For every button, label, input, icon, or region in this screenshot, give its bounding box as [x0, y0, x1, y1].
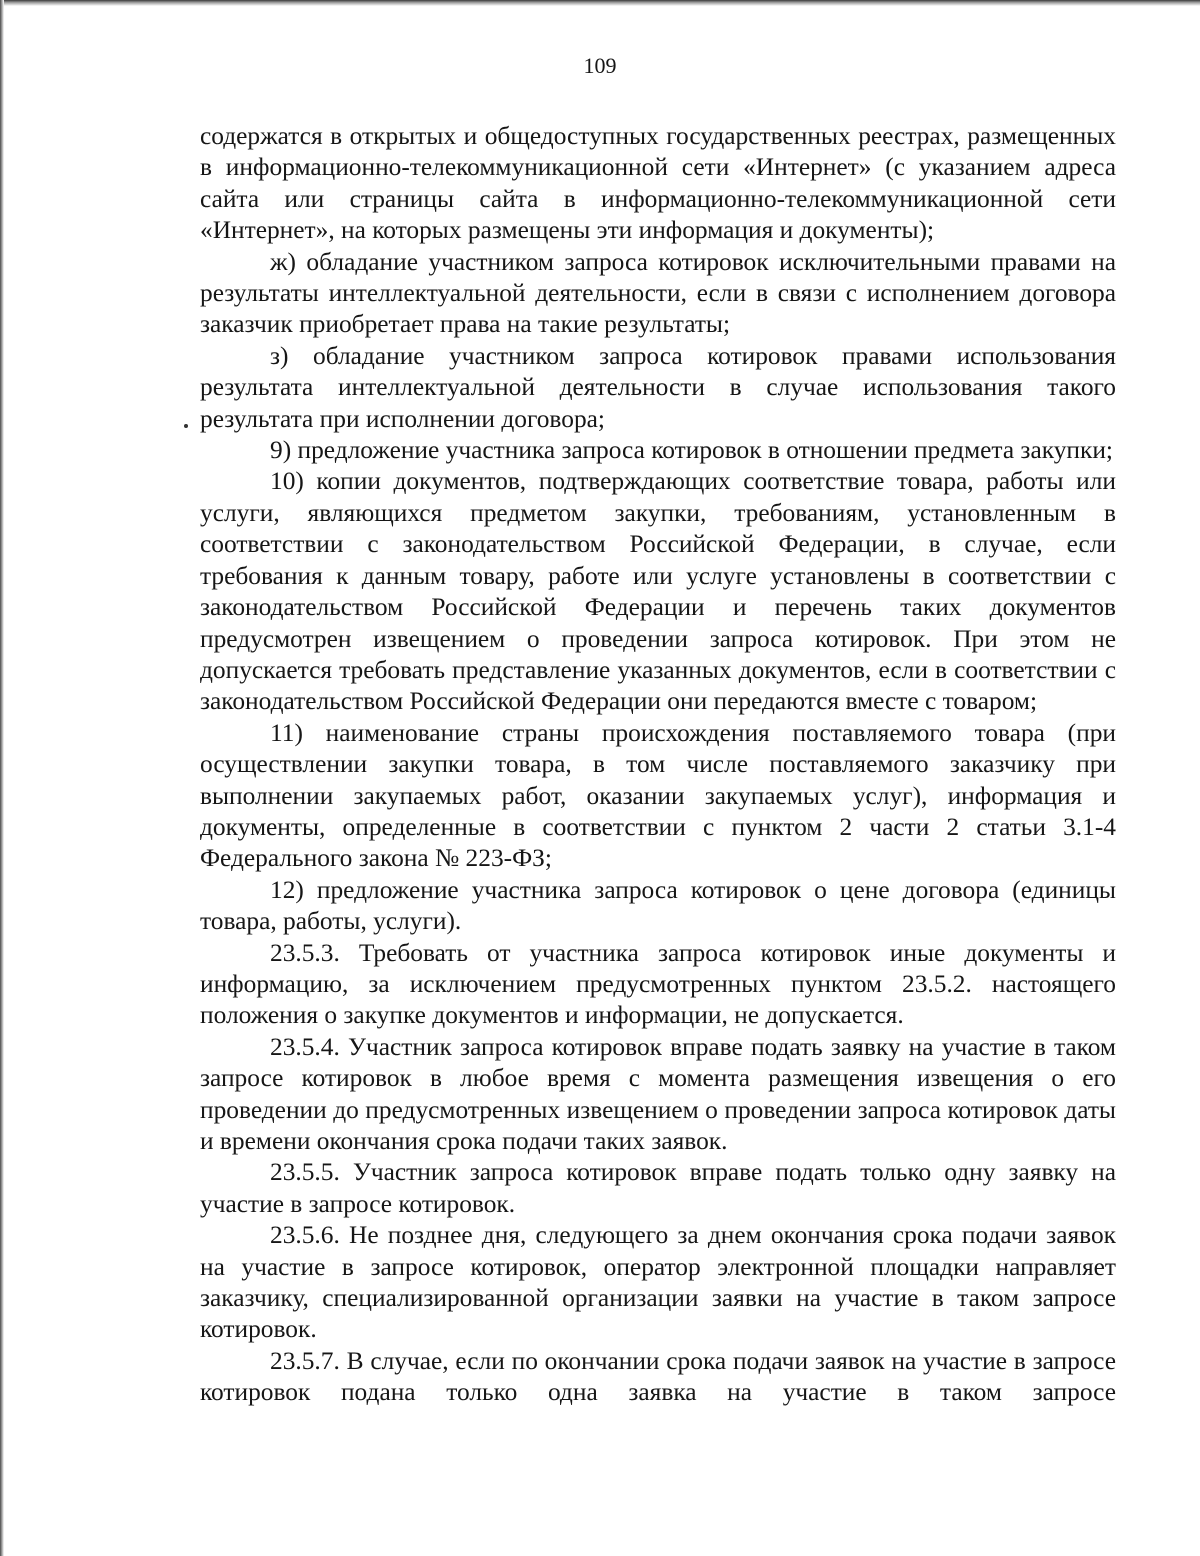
paragraph-continuation: содержатся в открытых и общедоступных государственных реестрах, размещенных в информационно-телекоммуникационной сети «Интернет» (с указанием адреса сайта или страницы сайта в информационно-телекоммуникационной сети «Интернет», на которых размещены эти информация и документы);: [200, 122, 1116, 245]
paragraph-23-5-4: 23.5.4. Участник запроса котировок вправе подать заявку на участие в таком запросе котировок в любое время с момента размещения извещения о его проведении до предусмотренных извещением о проведении запроса котировок даты и времени окончания срока подачи таких заявок.: [200, 1032, 1116, 1155]
paragraph-23-5-6: 23.5.6. Не позднее дня, следующего за днем окончания срока подачи заявок на участие в запросе котировок, оператор электронной площадки направляет заказчику, специализированной организации заявки на участие в таком запросе котировок.: [200, 1221, 1116, 1344]
paragraph-item-9: 9) предложение участника запроса котировок в отношении предмета закупки;: [270, 436, 1113, 465]
paragraph-23-5-3: 23.5.3. Требовать от участника запроса котировок иные документы и информацию, за исключением предусмотренных пунктом 23.5.2. настоящего положения о закупке документов и информации, не допускается.: [200, 938, 1116, 1030]
paragraph-item-12: 12) предложение участника запроса котировок о цене договора (единицы товара, работы, услуги).: [200, 875, 1116, 936]
paragraph-23-5-7: 23.5.7. В случае, если по окончании срока подачи заявок на участие в запросе котировок подана только одна заявка на участие в таком запросе: [200, 1346, 1116, 1407]
paragraph-item-z: з) обладание участником запроса котировок правами использования результата интеллектуальной деятельности в случае использования такого результата при исполнении договора;: [200, 341, 1116, 433]
page-number: 109: [583, 53, 617, 78]
document-body: [200, 121, 1116, 1409]
scan-top-edge: [0, 0, 1200, 6]
paragraph-23-5-5: 23.5.5. Участник запроса котировок вправе подать только одну заявку на участие в запросе котировок.: [200, 1158, 1116, 1218]
paragraph-item-10: 10) копии документов, подтверждающих соответствие товара, работы или услуги, являющихся предметом закупки, требованиям, установленным в соответствии с законодательством Российской Федерации, в случае, если требования к данным товару, работе или услуге установлены в соответствии с законодательством Российской Федерации и перечень таких документов предусмотрен извещением о проведении запроса котировок. При этом не допускается требовать представление указанных документов, если в соответствии с законодательством Российской Федерации они передаются вместе с товаром;: [200, 467, 1116, 716]
paragraph-item-zh: ж) обладание участником запроса котировок исключительными правами на результаты интеллектуальной деятельности, если в связи с исполнением договора заказчик приобретает права на такие результаты;: [200, 247, 1116, 339]
scan-speck: [184, 424, 188, 428]
scan-left-edge: [0, 0, 4, 1556]
paragraph-item-11: 11) наименование страны происхождения поставляемого товара (при осуществлении закупки товара, в том числе поставляемого заказчику при выполнении закупаемых работ, оказании закупаемых услуг), информация и документы, определенные в соответствии с пунктом 2 части 2 статьи 3.1-4 Федерального закона № 223-ФЗ;: [200, 718, 1116, 873]
